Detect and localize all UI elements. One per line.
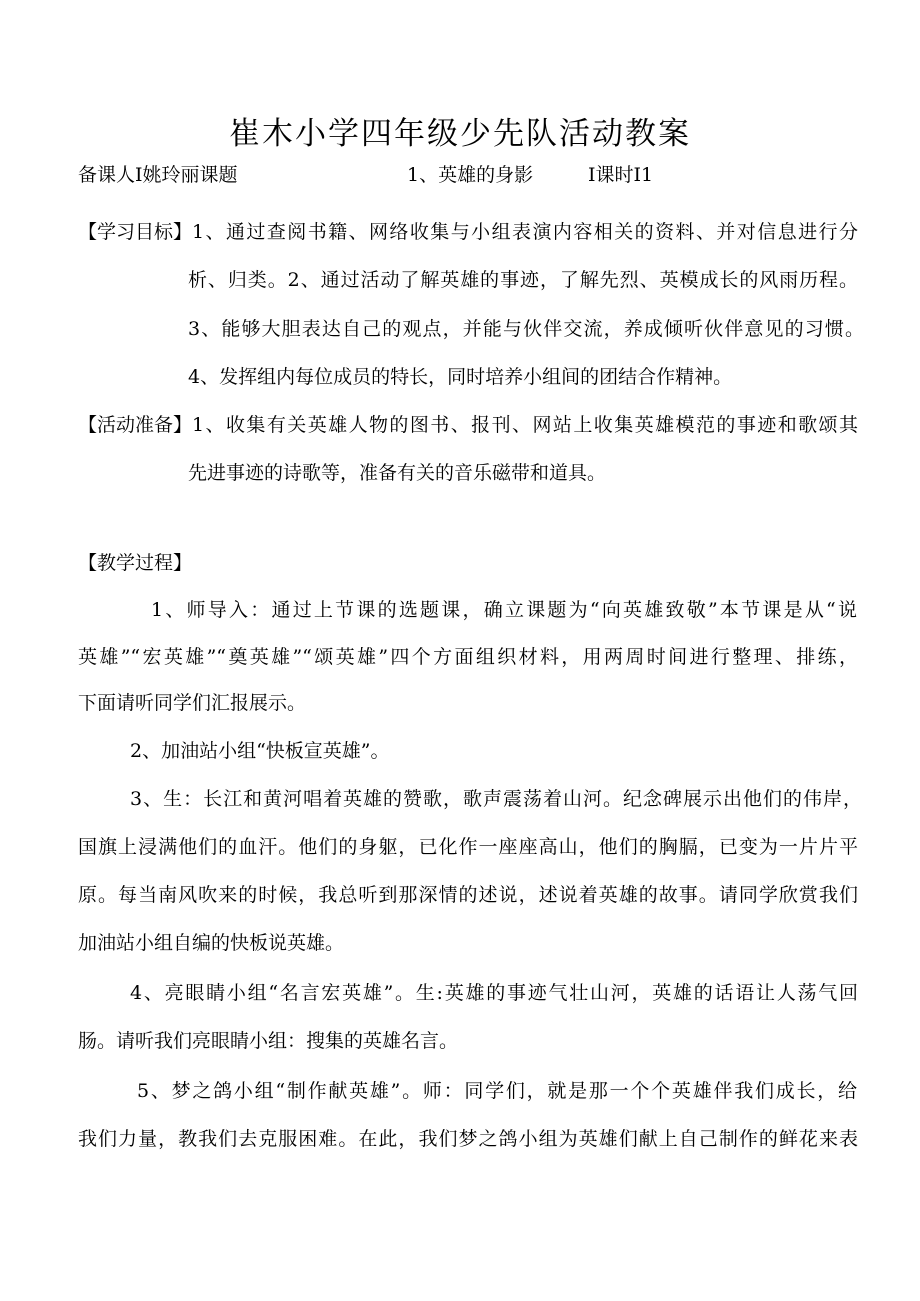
- process-p4-line-2: 肠。请听我们亮眼睛小组：搜集的英雄名言。: [78, 1030, 459, 1052]
- process-p3-line-1: 3、生：长江和黄河唱着英雄的赞歌，歌声震荡着山河。纪念碑展示出他们的伟岸，: [130, 788, 862, 810]
- objectives-label: 【学习目标】: [78, 221, 193, 243]
- preparation-line-1: 1、收集有关英雄人物的图书、报刊、网站上收集英雄模范的事迹和歌颂其: [192, 414, 858, 436]
- meta-topic: 1、英雄的身影: [407, 164, 534, 186]
- preparation-line-2: 先进事迹的诗歌等，准备有关的音乐磁带和道具。: [188, 462, 607, 484]
- objectives-line-3: 3、能够大胆表达自己的观点，并能与伙伴交流，养成倾听伙伴意见的习惯。: [188, 318, 864, 340]
- process-p5-line-1: 5、梦之鸽小组“制作献英雄”。师：同学们，就是那一个个英雄伴我们成长，给: [137, 1080, 857, 1102]
- preparation-label: 【活动准备】: [78, 414, 193, 436]
- process-p5-line-2: 我们力量，教我们去克服困难。在此，我们梦之鸽小组为英雄们献上自己制作的鲜花来表: [78, 1128, 858, 1150]
- process-p3-line-3: 原。每当南风吹来的时候，我总听到那深情的述说，述说着英雄的故事。请同学欣赏我们: [78, 884, 858, 906]
- process-label: 【教学过程】: [78, 552, 193, 574]
- process-p4-line-1: 4、亮眼睛小组“名言宏英雄”。生:英雄的事迹气壮山河，英雄的话语让人荡气回: [130, 982, 858, 1004]
- objectives-line-2: 析、归类。2、通过活动了解英雄的事迹，了解先烈、英模成长的风雨历程。: [188, 269, 858, 291]
- process-p2-line-1: 2、加油站小组“快板宣英雄”。: [130, 740, 390, 762]
- process-p3-line-4: 加油站小组自编的快板说英雄。: [78, 932, 345, 954]
- process-p1-line-2: 英雄”“宏英雄”“奠英雄”“颂英雄”四个方面组织材料，用两周时间进行整理、排练，: [78, 646, 858, 668]
- process-p1-line-1: 1、师导入：通过上节课的选题课，确立课题为“向英雄致敬”本节课是从“说: [151, 599, 857, 621]
- document-title: 崔木小学四年级少先队活动教案: [229, 116, 691, 152]
- process-p1-line-3: 下面请听同学们汇报展示。: [78, 692, 307, 714]
- objectives-line-4: 4、发挥组内每位成员的特长，同时培养小组间的团结合作精神。: [188, 366, 733, 388]
- process-p3-line-2: 国旗上浸满他们的血汗。他们的身躯，已化作一座座高山，他们的胸膈，已变为一片片平: [78, 836, 858, 858]
- meta-teacher: 备课人I姚玲丽课题: [78, 164, 238, 186]
- meta-period: I课时I1: [588, 164, 654, 186]
- objectives-line-1: 1、通过查阅书籍、网络收集与小组表演内容相关的资料、并对信息进行分: [192, 221, 858, 243]
